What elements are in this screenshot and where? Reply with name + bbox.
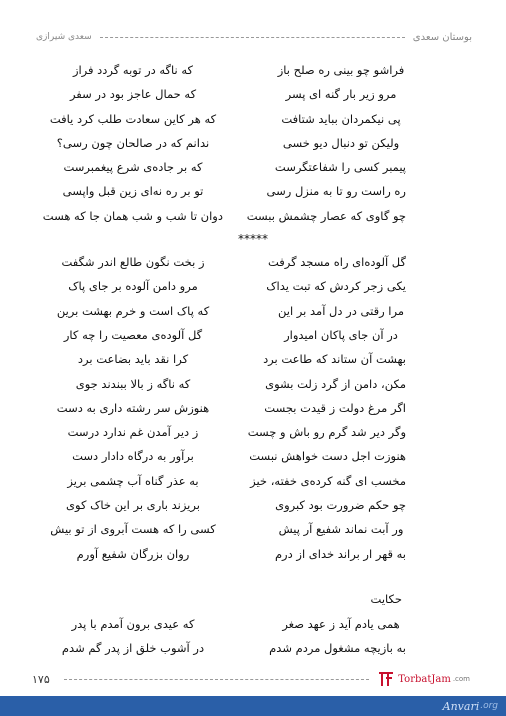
footer-divider	[64, 679, 370, 680]
first-hemistich: مکن، دامن از گرد زلت بشوی	[265, 376, 406, 391]
verse-row	[0, 179, 506, 203]
verse-row	[0, 517, 506, 541]
second-hemistich: که حمال عاجز بود در سفر	[69, 87, 197, 102]
second-hemistich: ز دیر آمدن غم ندارد درست	[67, 425, 199, 440]
verse-row	[0, 204, 506, 228]
verse-row	[0, 420, 506, 444]
verse-row	[0, 444, 506, 468]
verse-row	[0, 107, 506, 131]
watermark-bar	[0, 696, 506, 716]
watermark-suffix: .org	[480, 701, 498, 711]
first-hemistich: یکی زجر کردش که تبت یداک	[266, 279, 406, 294]
first-hemistich: پی نیکمردان بباید شتافت	[281, 111, 401, 126]
poem-section-2	[0, 250, 506, 566]
second-hemistich: به عذر گناه آب چشمی بریز	[67, 473, 199, 488]
verse-row	[0, 493, 506, 517]
second-hemistich: مرو دامن آلوده بر جای پاک	[68, 279, 198, 294]
verse-row	[0, 396, 506, 420]
logo-suffix: .com	[452, 675, 470, 683]
verse-row	[0, 250, 506, 274]
watermark-text: Anvari	[442, 699, 480, 713]
verse-row	[0, 372, 506, 396]
first-hemistich: در آن جای پاکان امیدوار	[284, 327, 398, 342]
second-hemistich: دوان تا شب و شب همان جا که هست	[42, 208, 223, 223]
first-hemistich: مخسب ای گنه کرده‌ی خفته، خیز	[250, 473, 406, 488]
second-hemistich: ندانم که در صالحان چون رسی؟	[56, 135, 210, 150]
first-hemistich: به بازیچه مشغول مردم شدم	[269, 641, 406, 656]
first-hemistich: ره راست رو تا به منزل رسی	[266, 184, 406, 199]
first-hemistich: ولیکن تو دنبال دیو خسی	[282, 135, 400, 150]
second-hemistich: کسی را که هست آبروی از تو بیش	[50, 522, 216, 537]
verse-row	[0, 299, 506, 323]
first-hemistich: پیمبر کسی را شفاعتگرست	[274, 160, 406, 175]
verse-row	[0, 469, 506, 493]
first-hemistich: وگر دیر شد گرم رو باش و چست	[247, 425, 406, 440]
page-header	[36, 30, 472, 44]
book-title: بوستان سعدی	[412, 31, 472, 43]
page-number: ۱۷۵	[32, 672, 50, 686]
verse-row	[0, 155, 506, 179]
site-logo	[377, 670, 470, 688]
verse-row	[0, 274, 506, 298]
verse-row	[0, 347, 506, 371]
second-hemistich: هنوزش سر رشته داری به دست	[56, 400, 210, 415]
poem-section-1	[0, 58, 506, 228]
second-hemistich: که هر کاین سعادت طلب کرد یافت	[49, 111, 217, 126]
first-hemistich: چو حکم ضرورت بود کبروی	[275, 498, 406, 513]
verse-row	[0, 323, 506, 347]
logo-text: TorbatJam	[398, 673, 451, 685]
second-hemistich: کرا نقد باید بضاعت برد	[77, 352, 189, 367]
first-hemistich: بهشت آن ستاند که طاعت برد	[263, 352, 406, 367]
author-name: سعدی شیرازی	[36, 32, 92, 42]
poem-section-3	[0, 612, 506, 661]
first-hemistich: چو گاوی که عصار چشمش ببست	[246, 208, 406, 223]
second-hemistich: گل آلوده‌ی معصیت را چه کار	[63, 327, 203, 342]
second-hemistich: بریزند باری بر این خاک کوی	[66, 498, 200, 513]
second-hemistich: تو بر ره نه‌ای زین قبل واپسی	[62, 184, 204, 199]
second-hemistich: روان بزرگان شفیع آورم	[76, 546, 190, 561]
section-separator: *****	[238, 232, 268, 247]
first-hemistich: به قهر ار براند خدای از درم	[274, 546, 406, 561]
header-divider	[100, 37, 405, 38]
verse-row	[0, 58, 506, 82]
second-hemistich: در آشوب خلق از پدر گم شدم	[61, 641, 205, 656]
first-hemistich: مرا رقتی در دل آمد بر این	[278, 303, 404, 318]
verse-row	[0, 542, 506, 566]
first-hemistich: هنوزت اجل دست خواهش نبست	[249, 449, 406, 464]
story-heading: حکایت	[370, 591, 402, 606]
second-hemistich: که ناگه در توبه گردد فراز	[72, 63, 194, 77]
poem-body	[0, 58, 506, 661]
second-hemistich: که بر جاده‌ی شرع پیغمبرست	[63, 160, 203, 175]
second-hemistich: ز بخت نگون طالع اندر شگفت	[61, 255, 205, 270]
second-hemistich: که عیدی برون آمدم با پدر	[71, 616, 195, 631]
page-footer	[32, 668, 470, 690]
verse-row	[0, 82, 506, 106]
verse-row	[0, 636, 506, 660]
first-hemistich: ور آبت نماند شفیع آر پیش	[278, 522, 404, 537]
verse-row	[0, 131, 506, 155]
first-hemistich: همی یادم آید ز عهد صغر	[282, 616, 400, 631]
second-hemistich: که پاک است و خرم بهشت برین	[56, 303, 210, 318]
second-hemistich: که ناگه ز بالا ببندند جوی	[75, 376, 191, 391]
second-hemistich: برآور به درگاه دادار دست	[72, 449, 194, 464]
verse-row	[0, 612, 506, 636]
logo-mark-icon	[377, 670, 395, 688]
first-hemistich: فراشو چو بینی ره صلح باز	[277, 63, 405, 77]
first-hemistich: گل آلوده‌ای راه مسجد گرفت	[267, 255, 406, 270]
first-hemistich: اگر مرغ دولت ز قیدت بجست	[264, 400, 406, 415]
first-hemistich: مرو زیر بار گنه ای پسر	[285, 87, 397, 102]
